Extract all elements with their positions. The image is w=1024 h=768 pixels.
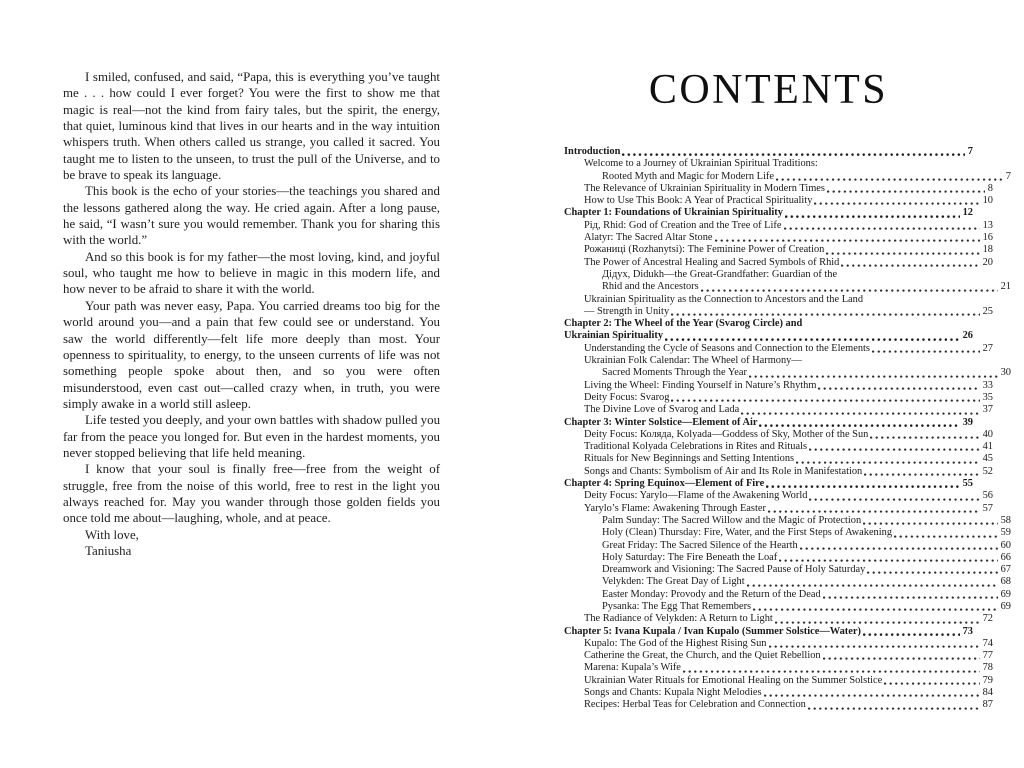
- toc-page-number: 33: [982, 379, 993, 391]
- toc-page-number: 39: [962, 416, 973, 428]
- toc-entry-text: Pysanka: The Egg That Remembers: [602, 600, 752, 612]
- toc-entry[interactable]: [564, 613, 993, 625]
- toc-entry-text: Marena: Kupala’s Wife: [584, 662, 681, 674]
- toc-page-number: 74: [982, 637, 993, 649]
- toc-dot-leader: [826, 252, 979, 255]
- toc-page-number: 25: [982, 305, 993, 317]
- toc-entry-text: Recipes: Herbal Teas for Celebration and Connection: [584, 699, 806, 711]
- toc-dot-leader: [776, 178, 1003, 181]
- toc-entry[interactable]: [564, 589, 1011, 601]
- toc-entry-text: Kupalo: The God of the Highest Rising Sun: [584, 637, 767, 649]
- toc-dot-leader: [671, 313, 979, 316]
- toc-entry[interactable]: [564, 453, 993, 465]
- toc-page-number: 13: [982, 219, 993, 231]
- toc-page-number: 8: [987, 182, 993, 194]
- toc-entry[interactable]: [564, 146, 973, 158]
- toc-entry-text: Easter Monday: Provody and the Return of the Dead: [602, 588, 821, 600]
- toc-dot-leader: [764, 694, 980, 697]
- toc-page-number: 73: [962, 625, 973, 637]
- toc-entry[interactable]: [564, 281, 1011, 293]
- toc-entry-text: Yarylo’s Flame: Awakening Through Easter: [584, 502, 766, 514]
- dedication-paragraph: This book is the echo of your stories—the teachings you shared and the lessons gathered along the way. He cried again. After a long pause, he said, “I wasn’t sure you would remember. Thank you for sharing this with the world.”: [63, 184, 440, 248]
- toc-page-number: 35: [982, 391, 993, 403]
- dedication-page: [63, 69, 440, 559]
- toc-page-number: 26: [962, 330, 973, 342]
- toc-entry[interactable]: [564, 318, 973, 330]
- toc-entry-text: Дідух, Didukh—the Great-Grandfather: Guardian of the: [602, 268, 838, 280]
- toc-entry[interactable]: [564, 540, 1011, 552]
- toc-page-number: 68: [1000, 576, 1011, 588]
- toc-page-number: 69: [1000, 600, 1011, 612]
- toc-page-number: 69: [1000, 588, 1011, 600]
- toc-entry-text: Living the Wheel: Finding Yourself in Nature’s Rhythm: [584, 379, 817, 391]
- toc-dot-leader: [800, 547, 998, 550]
- toc-entry[interactable]: [564, 564, 1011, 576]
- toc-page-number: 58: [1000, 514, 1011, 526]
- dedication-paragraph: Life tested you deeply, and your own battles with shadow pulled you far from the peace you longed for. But even in the hardest moments, you never stopped believing that life held meaning.: [63, 413, 441, 460]
- toc-entry[interactable]: [564, 183, 993, 195]
- toc-entry[interactable]: [564, 662, 993, 674]
- toc-entry-text: Ukrainian Folk Calendar: The Wheel of Harmony—: [584, 355, 802, 367]
- toc-entry-text: — Strength in Unity: [584, 305, 670, 317]
- contents-title: CONTENTS: [648, 67, 889, 113]
- toc-dot-leader: [785, 215, 960, 218]
- dedication-paragraph: Your path was never easy, Papa. You carried dreams too big for the world around you—and a pain that few could see or understand. You saw the world differently—felt life more deeply than most. Your openness to spirituality, to energy, to the unseen currents of life was not something people spoke about then, and so you were often misunderstood, even cast out—called crazy when, in truth, you were simply awake in a world still asleep.: [63, 298, 440, 411]
- toc-entry-text: The Radiance of Velykden: A Return to Light: [584, 613, 773, 625]
- toc-page-number: 56: [982, 490, 993, 502]
- toc-entry[interactable]: [564, 417, 973, 429]
- toc-page-number: 84: [982, 687, 993, 699]
- toc-dot-leader: [769, 645, 980, 648]
- toc-entry-text: Rooted Myth and Magic for Modern Life: [602, 170, 774, 182]
- toc-dot-leader: [863, 522, 997, 525]
- toc-entry-text: Deity Focus: Yarylo—Flame of the Awakening World: [584, 490, 808, 502]
- toc-entry-text: The Divine Love of Svarog and Lada: [584, 404, 740, 416]
- toc-entry-text: Chapter 3: Winter Solstice—Element of Air: [564, 416, 758, 428]
- toc-entry-text: Alatyr: The Sacred Altar Stone: [584, 232, 713, 244]
- toc-dot-leader: [894, 535, 998, 538]
- toc-dot-leader: [827, 190, 985, 193]
- toc-page-number: 45: [982, 453, 993, 465]
- toc-entry[interactable]: [564, 675, 993, 687]
- dedication-paragraph: I know that your soul is finally free—free from the weight of struggle, free from the noise of this world, free to rest in the light you always reached for. May you wander through those golden fields you once told me about—laughing, whole, and at peace.: [63, 462, 440, 526]
- toc-entry[interactable]: [564, 650, 993, 662]
- dedication-closing: [63, 527, 440, 560]
- toc-page-number: 52: [982, 465, 993, 477]
- toc-entry[interactable]: [564, 441, 993, 453]
- toc-entry[interactable]: [564, 687, 993, 699]
- toc-list: [564, 146, 1011, 712]
- toc-entry-text: Palm Sunday: The Sacred Willow and the Magic of Protection: [602, 514, 862, 526]
- toc-entry[interactable]: [564, 638, 993, 650]
- toc-dot-leader: [863, 633, 960, 636]
- toc-entry-text: Introduction: [564, 146, 621, 157]
- toc-entry-text: Ukrainian Spirituality: [564, 330, 664, 342]
- toc-dot-leader: [741, 412, 979, 415]
- toc-entry-text: Chapter 1: Foundations of Ukrainian Spirituality: [564, 207, 783, 219]
- toc-page-number: 20: [982, 256, 993, 268]
- toc-dot-leader: [809, 498, 979, 501]
- toc-entry[interactable]: [564, 380, 993, 392]
- toc-entry-text: Ukrainian Spirituality as the Connection to Ancestors and the Land: [584, 293, 864, 305]
- toc-entry[interactable]: [564, 207, 973, 219]
- toc-entry-text: Catherine the Great, the Church, and the Quiet Rebellion: [584, 650, 821, 662]
- toc-dot-leader: [867, 571, 997, 574]
- toc-entry[interactable]: [564, 699, 993, 711]
- toc-dot-leader: [884, 682, 979, 685]
- toc-entry[interactable]: [564, 404, 993, 416]
- toc-dot-leader: [809, 448, 980, 451]
- toc-dot-leader: [768, 510, 980, 513]
- toc-entry-text: Chapter 5: Ivana Kupala / Ivan Kupalo (Summer Solstice—Water): [564, 625, 861, 637]
- toc-entry[interactable]: [564, 220, 993, 232]
- toc-page-number: 10: [982, 195, 993, 207]
- dedication-paragraph: I smiled, confused, and said, “Papa, this is everything you’ve taught me . . . how could I ever forget? You were the first to show me that magic is real—not the kind from fairy tales, but the spirit, the energy, that quiet, luminous kind that lives in our hearts and in the way intuition whispers truth. When others called us strange, you called it sacred. You taught me to listen to the unseen, to trust the pull of the Universe, and to be brave to speak its language.: [63, 70, 440, 183]
- toc-entry-text: Рожаниці (Rozhanytsi): The Feminine Power of Creation: [584, 244, 825, 256]
- toc-entry[interactable]: [564, 552, 1011, 564]
- toc-entry[interactable]: [564, 503, 993, 515]
- toc-page-number: 21: [1000, 281, 1011, 293]
- toc-entry[interactable]: [564, 171, 1011, 183]
- toc-entry[interactable]: [564, 195, 993, 207]
- toc-entry-text: Chapter 4: Spring Equinox—Element of Fire: [564, 478, 765, 490]
- toc-entry[interactable]: [564, 429, 993, 441]
- toc-page-number: 18: [982, 244, 993, 256]
- toc-dot-leader: [766, 485, 959, 488]
- toc-entry[interactable]: [564, 343, 993, 355]
- toc-entry-text: Great Friday: The Sacred Silence of the Hearth: [602, 539, 798, 551]
- toc-page-number: 7: [967, 146, 973, 157]
- dedication-paragraph: And so this book is for my father—the most loving, kind, and joyful soul, who taught me how to believe in magic in this modern life, and how never to be afraid to share it with the world.: [63, 249, 440, 297]
- toc-page-number: 79: [982, 674, 993, 686]
- toc-page-number: 55: [962, 478, 973, 490]
- toc-page-number: 60: [1000, 539, 1011, 551]
- toc-dot-leader: [775, 621, 980, 624]
- toc-dot-leader: [814, 202, 979, 205]
- toc-page-number: 59: [1000, 527, 1011, 539]
- toc-dot-leader: [747, 584, 998, 587]
- toc-entry[interactable]: [564, 257, 993, 269]
- toc-page-number: 67: [1000, 564, 1011, 576]
- toc-entry-text: Traditional Kolyada Celebrations in Rites and Rituals: [584, 441, 807, 453]
- toc-entry-text: The Relevance of Ukrainian Spirituality in Modern Times: [584, 182, 825, 194]
- toc-page-number: 41: [982, 441, 993, 453]
- toc-entry-text: Chapter 2: The Wheel of the Year (Svarog Circle) and: [564, 318, 803, 330]
- toc-entry-text: Velykden: The Great Day of Light: [602, 576, 745, 588]
- toc-page-number: 57: [982, 502, 993, 514]
- toc-dot-leader: [784, 227, 980, 230]
- toc-entry-text: Songs and Chants: Kupala Night Melodies: [584, 687, 762, 699]
- toc-entry-text: Welcome to a Journey of Ukrainian Spiritual Traditions:: [584, 158, 818, 170]
- toc-dot-leader: [759, 424, 959, 427]
- toc-entry[interactable]: [564, 269, 1011, 281]
- toc-entry[interactable]: [564, 355, 993, 367]
- toc-dot-leader: [823, 596, 998, 599]
- toc-entry-text: Songs and Chants: Symbolism of Air and Its Role in Manifestation: [584, 465, 863, 477]
- toc-dot-leader: [796, 461, 980, 464]
- toc-dot-leader: [683, 670, 980, 673]
- toc-entry[interactable]: [564, 392, 993, 404]
- toc-entry-text: Rhid and the Ancestors: [602, 281, 699, 293]
- toc-dot-leader: [622, 153, 964, 156]
- toc-dot-leader: [864, 473, 979, 476]
- toc-entry[interactable]: [564, 330, 973, 342]
- toc-entry-text: Deity Focus: Коляда, Kolyada—Goddess of Sky, Mother of the Sun: [584, 428, 869, 440]
- toc-dot-leader: [823, 657, 980, 660]
- toc-entry[interactable]: [564, 158, 993, 170]
- toc-entry[interactable]: [564, 601, 1011, 613]
- toc-page-number: 40: [982, 428, 993, 440]
- toc-entry[interactable]: [564, 515, 1011, 527]
- toc-entry[interactable]: [564, 527, 1011, 539]
- toc-entry[interactable]: [564, 478, 973, 490]
- toc-entry[interactable]: [564, 244, 993, 256]
- toc-entry[interactable]: [564, 626, 973, 638]
- toc-entry-text: Holy Saturday: The Fire Beneath the Loaf: [602, 551, 778, 563]
- toc-entry-text: Sacred Moments Through the Year: [602, 367, 747, 379]
- toc-entry-text: The Power of Ancestral Healing and Sacred Symbols of Rhid: [584, 256, 840, 268]
- toc-entry[interactable]: [564, 294, 993, 306]
- toc-dot-leader: [749, 375, 998, 378]
- toc-page-number: 27: [982, 342, 993, 354]
- toc-page-number: 87: [982, 699, 993, 711]
- toc-dot-leader: [872, 350, 980, 353]
- toc-page-number: 72: [982, 613, 993, 625]
- toc-dot-leader: [870, 436, 979, 439]
- toc-page-number: 37: [982, 404, 993, 416]
- toc-entry[interactable]: [564, 576, 1011, 588]
- toc-page-number: 66: [1000, 551, 1011, 563]
- toc-dot-leader: [671, 399, 979, 402]
- toc-entry-text: Ukrainian Water Rituals for Emotional Healing on the Summer Solstice: [584, 674, 883, 686]
- toc-entry-text: How to Use This Book: A Year of Practical Spirituality: [584, 195, 813, 207]
- toc-entry-text: Rituals for New Beginnings and Setting Intentions: [584, 453, 795, 465]
- toc-dot-leader: [665, 338, 960, 341]
- toc-entry-text: Deity Focus: Svarog: [584, 391, 670, 403]
- toc-entry-text: Рід, Rhid: God of Creation and the Tree of Life: [584, 219, 782, 231]
- toc-dot-leader: [715, 239, 980, 242]
- signature-line: Taniusha: [85, 543, 132, 558]
- toc-dot-leader: [753, 608, 998, 611]
- toc-entry-text: Dreamwork and Visioning: The Sacred Pause of Holy Saturday: [602, 564, 866, 576]
- toc-entry[interactable]: [564, 306, 993, 318]
- toc-page-number: 12: [962, 207, 973, 219]
- toc-page-number: 16: [982, 232, 993, 244]
- toc-page-number: 30: [1000, 367, 1011, 379]
- closing-line: With love,: [85, 527, 139, 542]
- toc-dot-leader: [808, 707, 980, 710]
- toc-entry-text: Understanding the Cycle of Seasons and Connection to the Elements: [584, 342, 870, 354]
- toc-entry[interactable]: [564, 232, 993, 244]
- toc-entry[interactable]: [564, 490, 993, 502]
- toc-page-number: 77: [982, 650, 993, 662]
- toc-dot-leader: [818, 387, 979, 390]
- toc-page-number: 78: [982, 662, 993, 674]
- toc-entry[interactable]: [564, 367, 1011, 379]
- toc-entry[interactable]: [564, 466, 993, 478]
- toc-entry-text: Holy (Clean) Thursday: Fire, Water, and the First Steps of Awakening: [602, 527, 893, 539]
- toc-page-number: 7: [1005, 170, 1011, 182]
- toc-dot-leader: [841, 264, 979, 267]
- toc-dot-leader: [779, 559, 997, 562]
- dedication-text: [63, 69, 440, 527]
- toc-dot-leader: [701, 289, 998, 292]
